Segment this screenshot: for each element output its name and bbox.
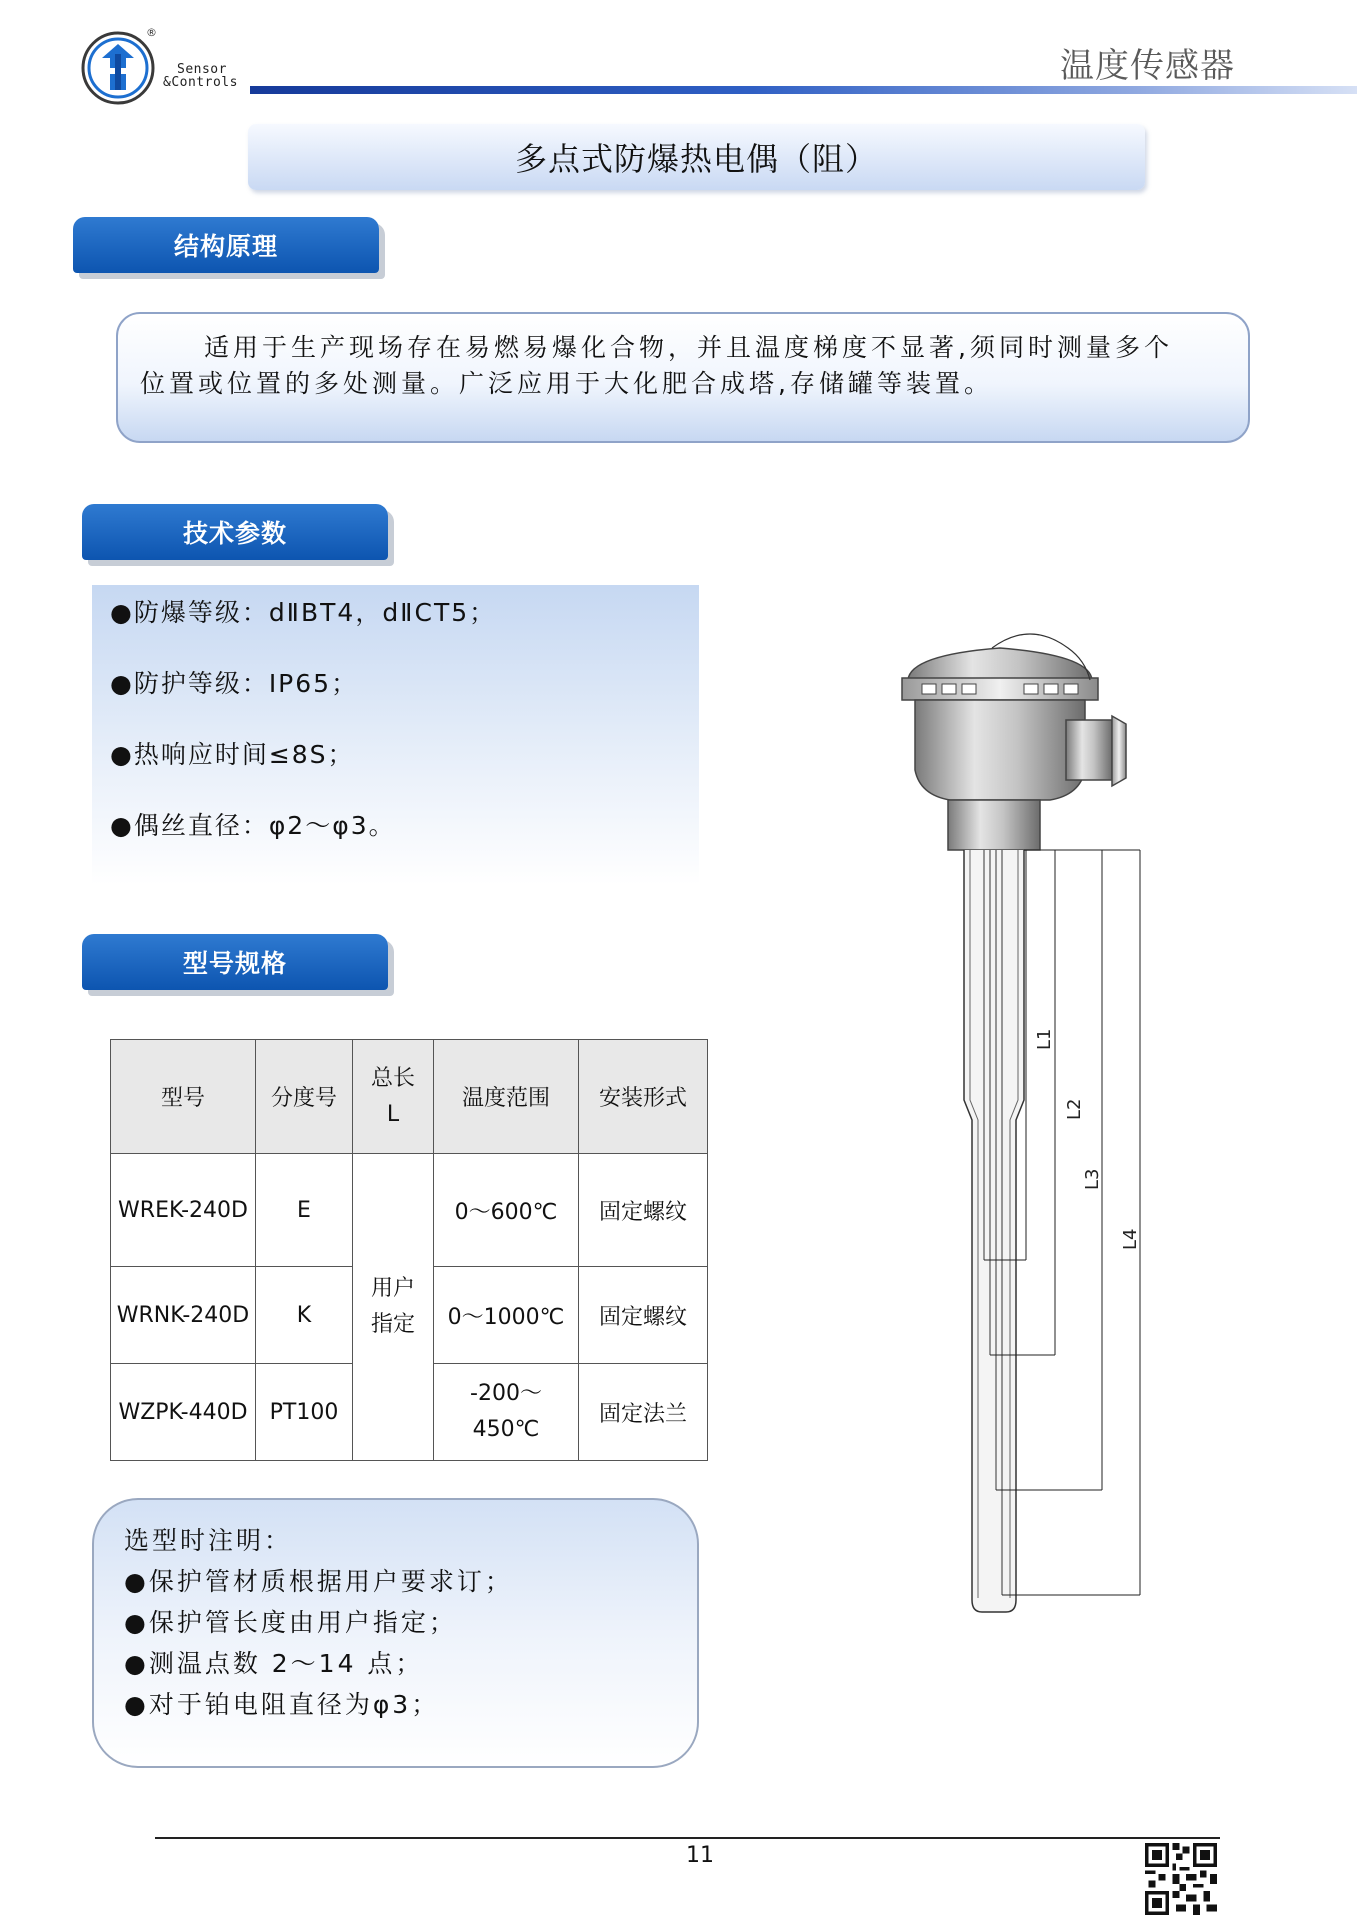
cell-mount: 固定螺纹 [579,1154,708,1267]
registered-mark: ® [146,26,157,39]
param-item: ●防护等级：IP65； [110,669,359,698]
header-mount: 安装形式 [579,1040,708,1154]
notes-box [92,1498,699,1768]
logo-text-controls: &Controls [163,75,238,90]
cell-range [434,1364,579,1461]
intro-line-2: 位置或位置的多处测量。广泛应用于大化肥合成塔,存储罐等装置。 [140,369,993,398]
header-length [353,1040,434,1154]
page-title: 多点式防爆热电偶（阻） [248,124,1145,190]
company-logo [80,30,156,106]
label-l2: L2 [1064,1098,1085,1120]
table-header-row [111,1040,708,1154]
cell-grade: E [256,1154,353,1267]
table-row [111,1154,708,1267]
note-item: ●保护管材质根据用户要求订； [124,1567,513,1596]
spec-table [110,1039,708,1461]
intro-box [116,312,1250,443]
cell-range: 0～1000℃ [434,1267,579,1364]
header-grade: 分度号 [256,1040,353,1154]
header-category: 温度传感器 [1060,46,1235,86]
tech-params-box [92,585,699,885]
cell-range-line-2: 450℃ [472,1417,540,1442]
cell-grade: PT100 [256,1364,353,1461]
param-item: ●热响应时间≤8S； [110,740,355,769]
label-l3: L3 [1082,1168,1103,1190]
label-l4: L4 [1120,1228,1141,1250]
note-item: ●测温点数 2～14 点； [124,1649,424,1678]
cell-length-line-2: 指定 [370,1312,415,1337]
intro-line-1: 适用于生产现场存在易燃易爆化合物，并且温度梯度不显著,须同时测量多个 [204,333,1173,362]
footer-rule [155,1837,1220,1839]
section-heading-tech: 技术参数 [82,504,388,560]
cell-length-line-1: 用户 [370,1276,415,1301]
cell-range: 0～600℃ [434,1154,579,1267]
param-item: ●防爆等级：dⅡBT4，dⅡCT5； [110,598,497,627]
notes-title: 选型时注明： [124,1526,293,1555]
note-item: ●对于铂电阻直径为φ3； [124,1690,440,1719]
label-l1: L1 [1034,1028,1055,1050]
thermocouple-diagram [880,620,1160,1620]
note-item: ●保护管长度由用户指定； [124,1608,457,1637]
header-length-line-1: 总长 [370,1065,415,1091]
header-model: 型号 [111,1040,256,1154]
protection-tube [964,850,1024,1612]
cell-grade: K [256,1267,353,1364]
section-heading-model: 型号规格 [82,934,388,990]
section-heading-structure: 结构原理 [73,217,379,273]
header-range: 温度范围 [434,1040,579,1154]
cell-range-line-1: -200～ [470,1381,542,1406]
cell-model: WZPK-440D [111,1364,256,1461]
cell-model: WREK-240D [111,1154,256,1267]
junction-box-head [902,634,1126,850]
header-length-line-2: L [386,1101,400,1127]
header-bar [250,86,1357,94]
logo-wordmark [163,63,238,89]
cell-mount: 固定螺纹 [579,1267,708,1364]
page-number: 11 [686,1843,714,1868]
qr-code-icon [1145,1843,1217,1915]
logo-text-sensor: Sensor [177,62,227,77]
cell-mount: 固定法兰 [579,1364,708,1461]
cell-length-merged [353,1154,434,1461]
cell-model: WRNK-240D [111,1267,256,1364]
param-item: ●偶丝直径：φ2～φ3。 [110,811,396,840]
